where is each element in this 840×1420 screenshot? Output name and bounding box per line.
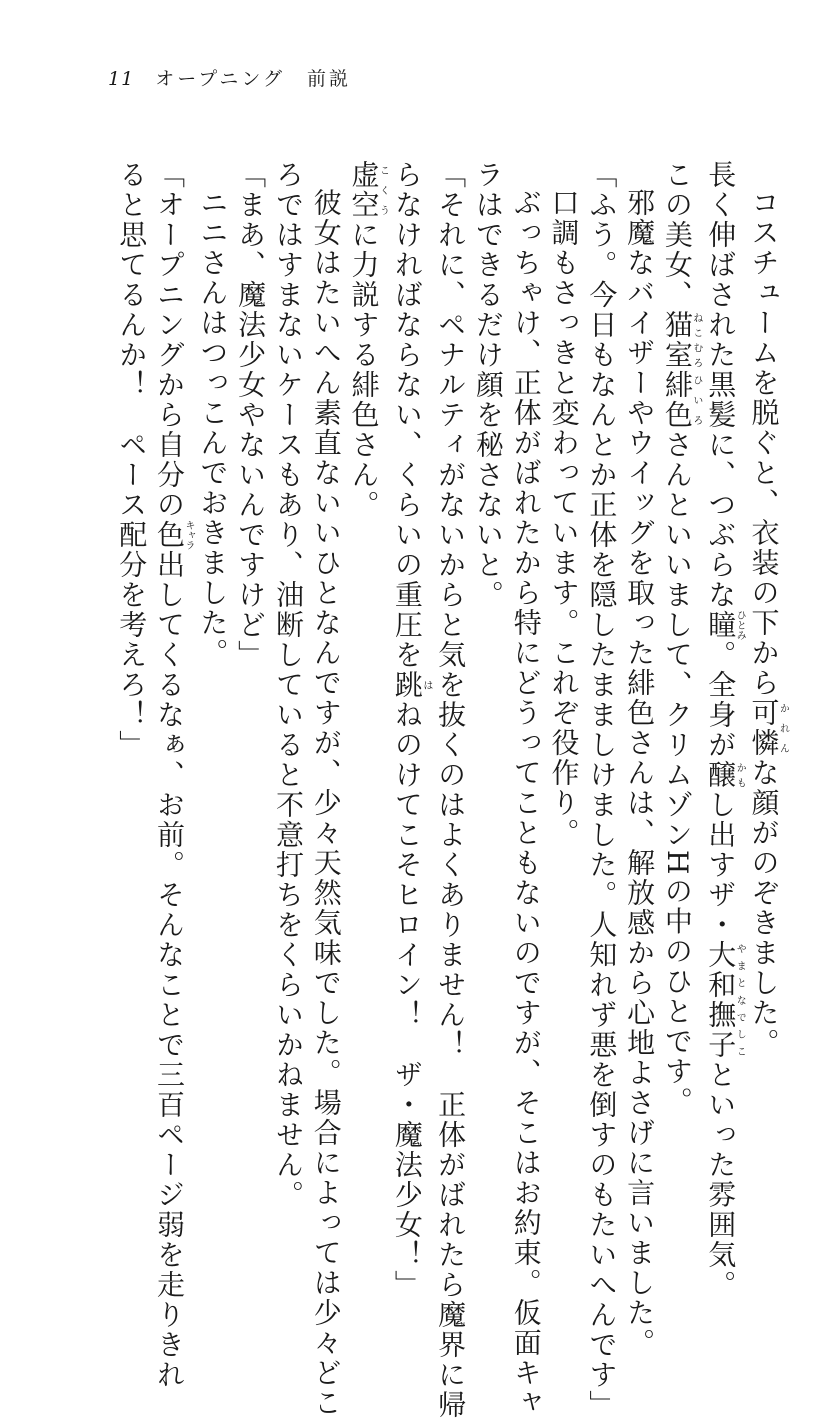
text-line: 「ふう。今日もなんとか正体を隠したまましけました。人知れず悪を倒すのもたいへんです」 [585, 160, 619, 1420]
text-line: 虚空こくうに力説する緋色さん。 [347, 160, 389, 520]
text-line: ろではすまないケースもあり、油断していると不意打ちをくらいかねません。 [271, 160, 305, 1210]
ruby-annotation: 醸かも [704, 760, 746, 790]
text-line: 彼女はたいへん素直ないいひとなんですが、少々天然気味でした。場合によっては少々どこ [309, 188, 343, 1418]
ruby-annotation: 虚空こくう [347, 160, 389, 220]
ruby-annotation: 緋色ひいろ [660, 370, 702, 430]
ruby-annotation: 瞳ひとみ [704, 610, 746, 640]
ruby-annotation: 大和撫子やまとなでしこ [704, 940, 746, 1060]
text-line: 口調もさっきと変わっています。これぞ役作り。 [547, 188, 581, 848]
text-line: この美女、猫室ねこむろ緋色ひいろさんといいまして、クリムゾンHの中のひとです。 [660, 160, 702, 1117]
ruby-annotation: 色キャラ [153, 520, 195, 550]
text-line: ラはできるだけ顔を秘さないと。 [471, 160, 505, 610]
text-line: ニニさんはつっこんでおきました。 [196, 188, 230, 668]
chapter-title: オープニング 前説 [155, 68, 351, 90]
text-line: らなければならない、くらいの重圧を跳はねのけてこそヒロイン！ ザ・魔法少女！」 [390, 160, 432, 1300]
ruby-annotation: 跳は [390, 670, 432, 700]
text-line: ると思てるんか！ ペース配分を考えろ！」 [115, 160, 149, 760]
text-line: ぶっちゃけ、正体がばれたから特にどうってこともないのですが、そこはお約束。仮面キャ [509, 188, 543, 1418]
text-line: 「それに、ペナルティがないからと気を抜くのはよくありません！ 正体がばれたら魔界に帰 [434, 160, 468, 1420]
ruby-annotation: 可憐かれん [747, 698, 789, 758]
text-line: 「まあ、魔法少女やないんですけど」 [234, 160, 268, 670]
text-line: 「オープニングから自分の色キャラ出してくるなぁ、お前。そんなことで三百ページ弱を走りきれ [153, 160, 195, 1390]
text-line: 長く伸ばされた黒髪に、つぶらな瞳ひとみ。全身が醸かもし出すザ・大和撫子やまとなでしこといった雰囲気。 [704, 160, 746, 1300]
ruby-annotation: 猫室ねこむろ [660, 310, 702, 370]
running-header [108, 64, 351, 91]
text-line: 邪魔なバイザーやウイッグを取った緋色さんは、解放感から心地よさげに言いました。 [623, 188, 657, 1358]
text-line: コスチュームを脱ぐと、衣装の下から可憐かれんな顔がのぞきました。 [747, 188, 789, 1058]
vertical-body-text [108, 160, 789, 1420]
page-number: 11 [108, 68, 135, 90]
